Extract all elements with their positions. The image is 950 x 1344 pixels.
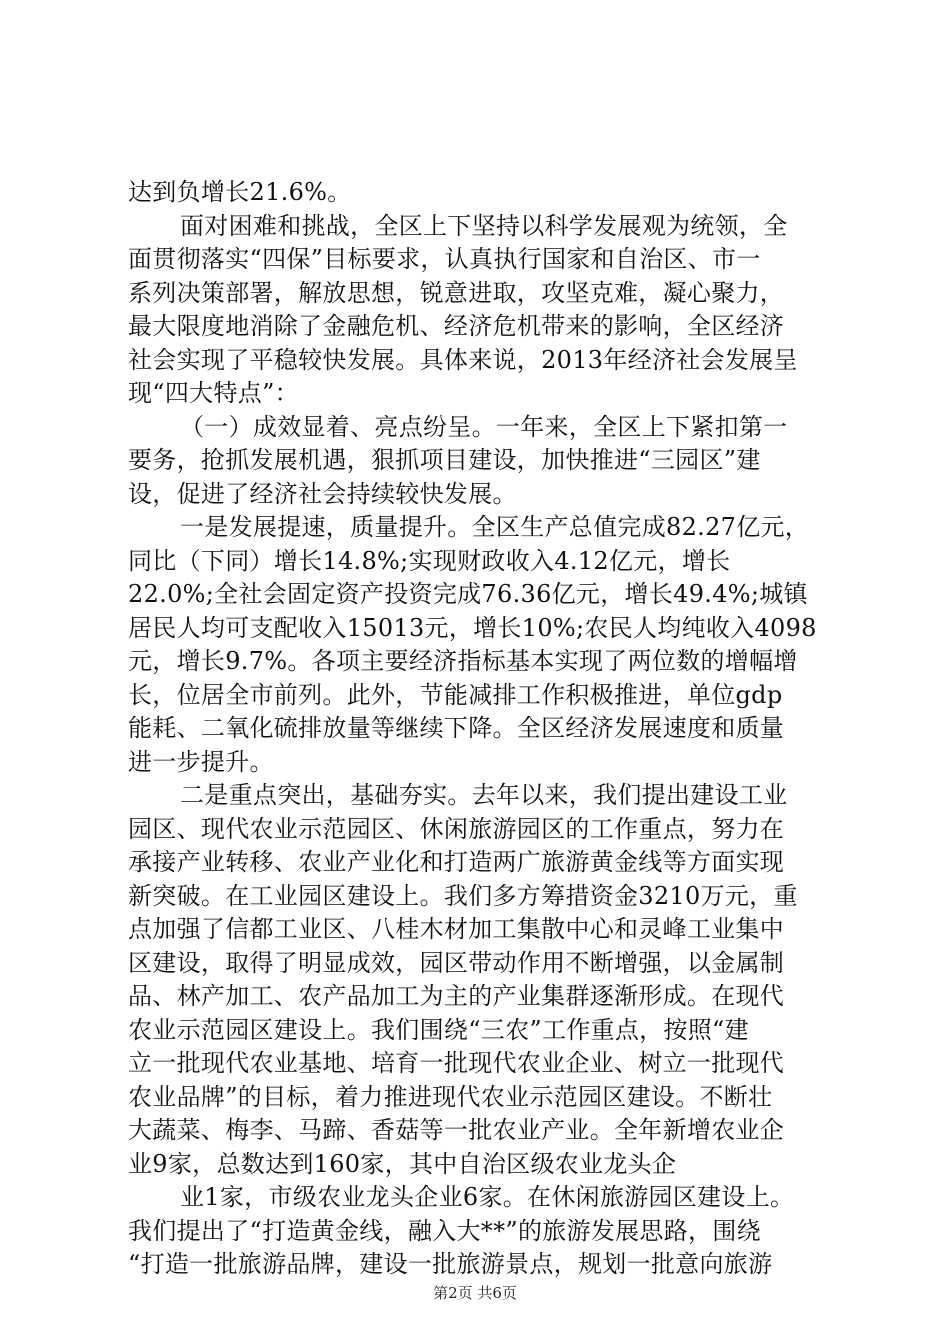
text-line: 大蔬菜、梅李、马蹄、香菇等一批农业产业。全年新增农业企 — [128, 1116, 785, 1144]
text-line: 农业品牌”的目标，着力推进现代农业示范园区建设。不断壮 — [128, 1082, 773, 1111]
text-line: 居民人均可支配收入15013元，增长10%;农民人均纯收入4098 — [128, 613, 817, 642]
page-number: 第2页 共6页 — [433, 1284, 517, 1302]
text-line: 要务，抢抓发展机遇，狠抓项目建设，加快推进“三园区”建 — [128, 446, 761, 474]
text-line: 达到负增长21.6%。 — [128, 178, 352, 206]
text-line: 现“四大特点”： — [128, 379, 299, 407]
text-line: 新突破。在工业园区建设上。我们多方筹措资金3210万元，重 — [128, 881, 798, 910]
text-line: 同比（下同）增长14.8%;实现财政收入4.12亿元，增长 — [128, 546, 731, 575]
page-footer — [0, 1282, 950, 1303]
text-line: 最大限度地消除了金融危机、经济危机带来的影响，全区经济 — [128, 312, 785, 340]
text-line: 设，促进了经济社会持续较快发展。 — [128, 479, 517, 508]
text-line: 长，位居全市前列。此外，节能减排工作积极推进，单位gdp — [128, 680, 783, 709]
text-line: 社会实现了平稳较快发展。具体来说，2013年经济社会发展呈 — [128, 345, 798, 374]
text-line: 区建设，取得了明显成效，园区带动作用不断增强，以金属制 — [128, 948, 785, 977]
text-line: 一是发展提速，质量提升。全区生产总值完成82.27亿元， — [180, 513, 810, 541]
text-line: 能耗、二氧化硫排放量等继续下降。全区经济发展速度和质量 — [128, 714, 785, 742]
text-line: 面贯彻落实“四保”目标要求，认真执行国家和自治区、市一 — [128, 245, 761, 273]
text-line: 面对困难和挑战，全区上下坚持以科学发展观为统领，全 — [180, 211, 788, 240]
text-line: 业1家，市级农业龙头企业6家。在休闲旅游园区建设上。 — [180, 1183, 795, 1211]
text-line: 22.0%;全社会固定资产投资完成76.36亿元，增长49.4%;城镇 — [128, 580, 808, 608]
text-line: 系列决策部署，解放思想，锐意进取，攻坚克难，凝心聚力， — [128, 278, 785, 307]
text-line: 二是重点突出，基础夯实。去年以来，我们提出建设工业 — [180, 781, 788, 809]
text-line: 点加强了信都工业区、八桂木材加工集散中心和灵峰工业集中 — [128, 915, 785, 943]
text-line: 立一批现代农业基地、培育一批现代农业企业、树立一批现代 — [128, 1049, 785, 1077]
body-text — [128, 176, 838, 1282]
text-line: 进一步提升。 — [128, 747, 274, 776]
text-line: 农业示范园区建设上。我们围绕“三农”工作重点，按照“建 — [128, 1015, 749, 1044]
text-line: 业9家，总数达到160家，其中自治区级农业龙头企 — [128, 1149, 677, 1178]
text-line: （一）成效显着、亮点纷呈。一年来，全区上下紧扣第一 — [180, 412, 788, 441]
text-line: “打造一批旅游品牌，建设一批旅游景点，规划一批意向旅游 — [128, 1250, 773, 1278]
text-line: 承接产业转移、农业产业化和打造两广旅游黄金线等方面实现 — [128, 848, 785, 876]
text-line: 品、林产加工、农产品加工为主的产业集群逐渐形成。在现代 — [128, 982, 785, 1010]
text-line: 元，增长9.7%。各项主要经济指标基本实现了两位数的增幅增 — [128, 647, 798, 675]
text-line: 我们提出了“打造黄金线，融入大**”的旅游发展思路，围绕 — [128, 1216, 761, 1245]
text-line: 园区、现代农业示范园区、休闲旅游园区的工作重点，努力在 — [128, 814, 785, 843]
